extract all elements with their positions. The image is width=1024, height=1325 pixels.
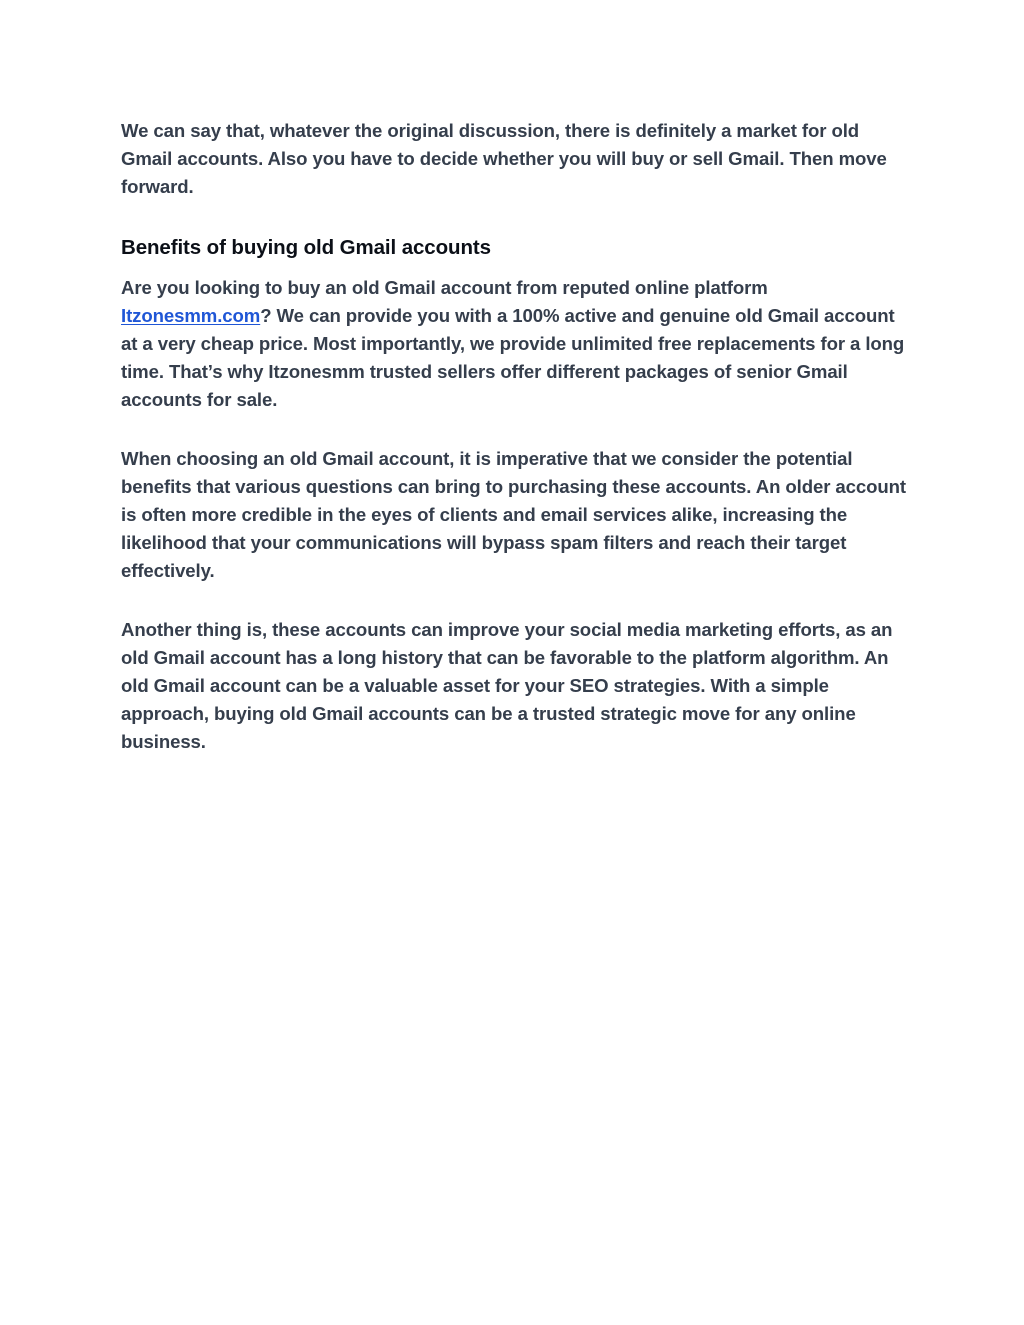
document-content [121,117,911,755]
itzonesmm-link[interactable]: Itzonesmm.com [121,305,261,327]
intro-paragraph: We can say that, whatever the original discussion, there is definitely a market for old Gmail accounts. Also you have to decide whether you will buy or sell Gmail. Then move forward. [121,120,887,197]
section-heading: Benefits of buying old Gmail accounts [121,236,491,260]
paragraph-buy-offer-lead: Are you looking to buy an old Gmail account from reputed online platform [121,277,768,299]
paragraph-buy-offer-rest: ? We can provide you with a 100% active and genuine old Gmail account at a very cheap price. Most importantly, we provide unlimited free replacements for a long time. That’s why Itzonesmm trusted sellers offer different packages of senior Gmail accounts for sale. [121,305,905,410]
paragraph-marketing: Another thing is, these accounts can improve your social media marketing efforts, as an old Gmail account has a long history that can be favorable to the platform algorithm. An old Gmail account can be a valuable asset for your SEO strategies. With a simple approach, buying old Gmail accounts can be a trusted strategic move for any online business. [121,619,893,752]
paragraph-benefits: When choosing an old Gmail account, it is imperative that we consider the potential benefits that various questions can bring to purchasing these accounts. An older account is often more credible in the eyes of clients and email services alike, increasing the likelihood that your communications will bypass spam filters and reach their target effectively. [121,448,907,581]
paragraph-buy-offer [121,274,911,413]
